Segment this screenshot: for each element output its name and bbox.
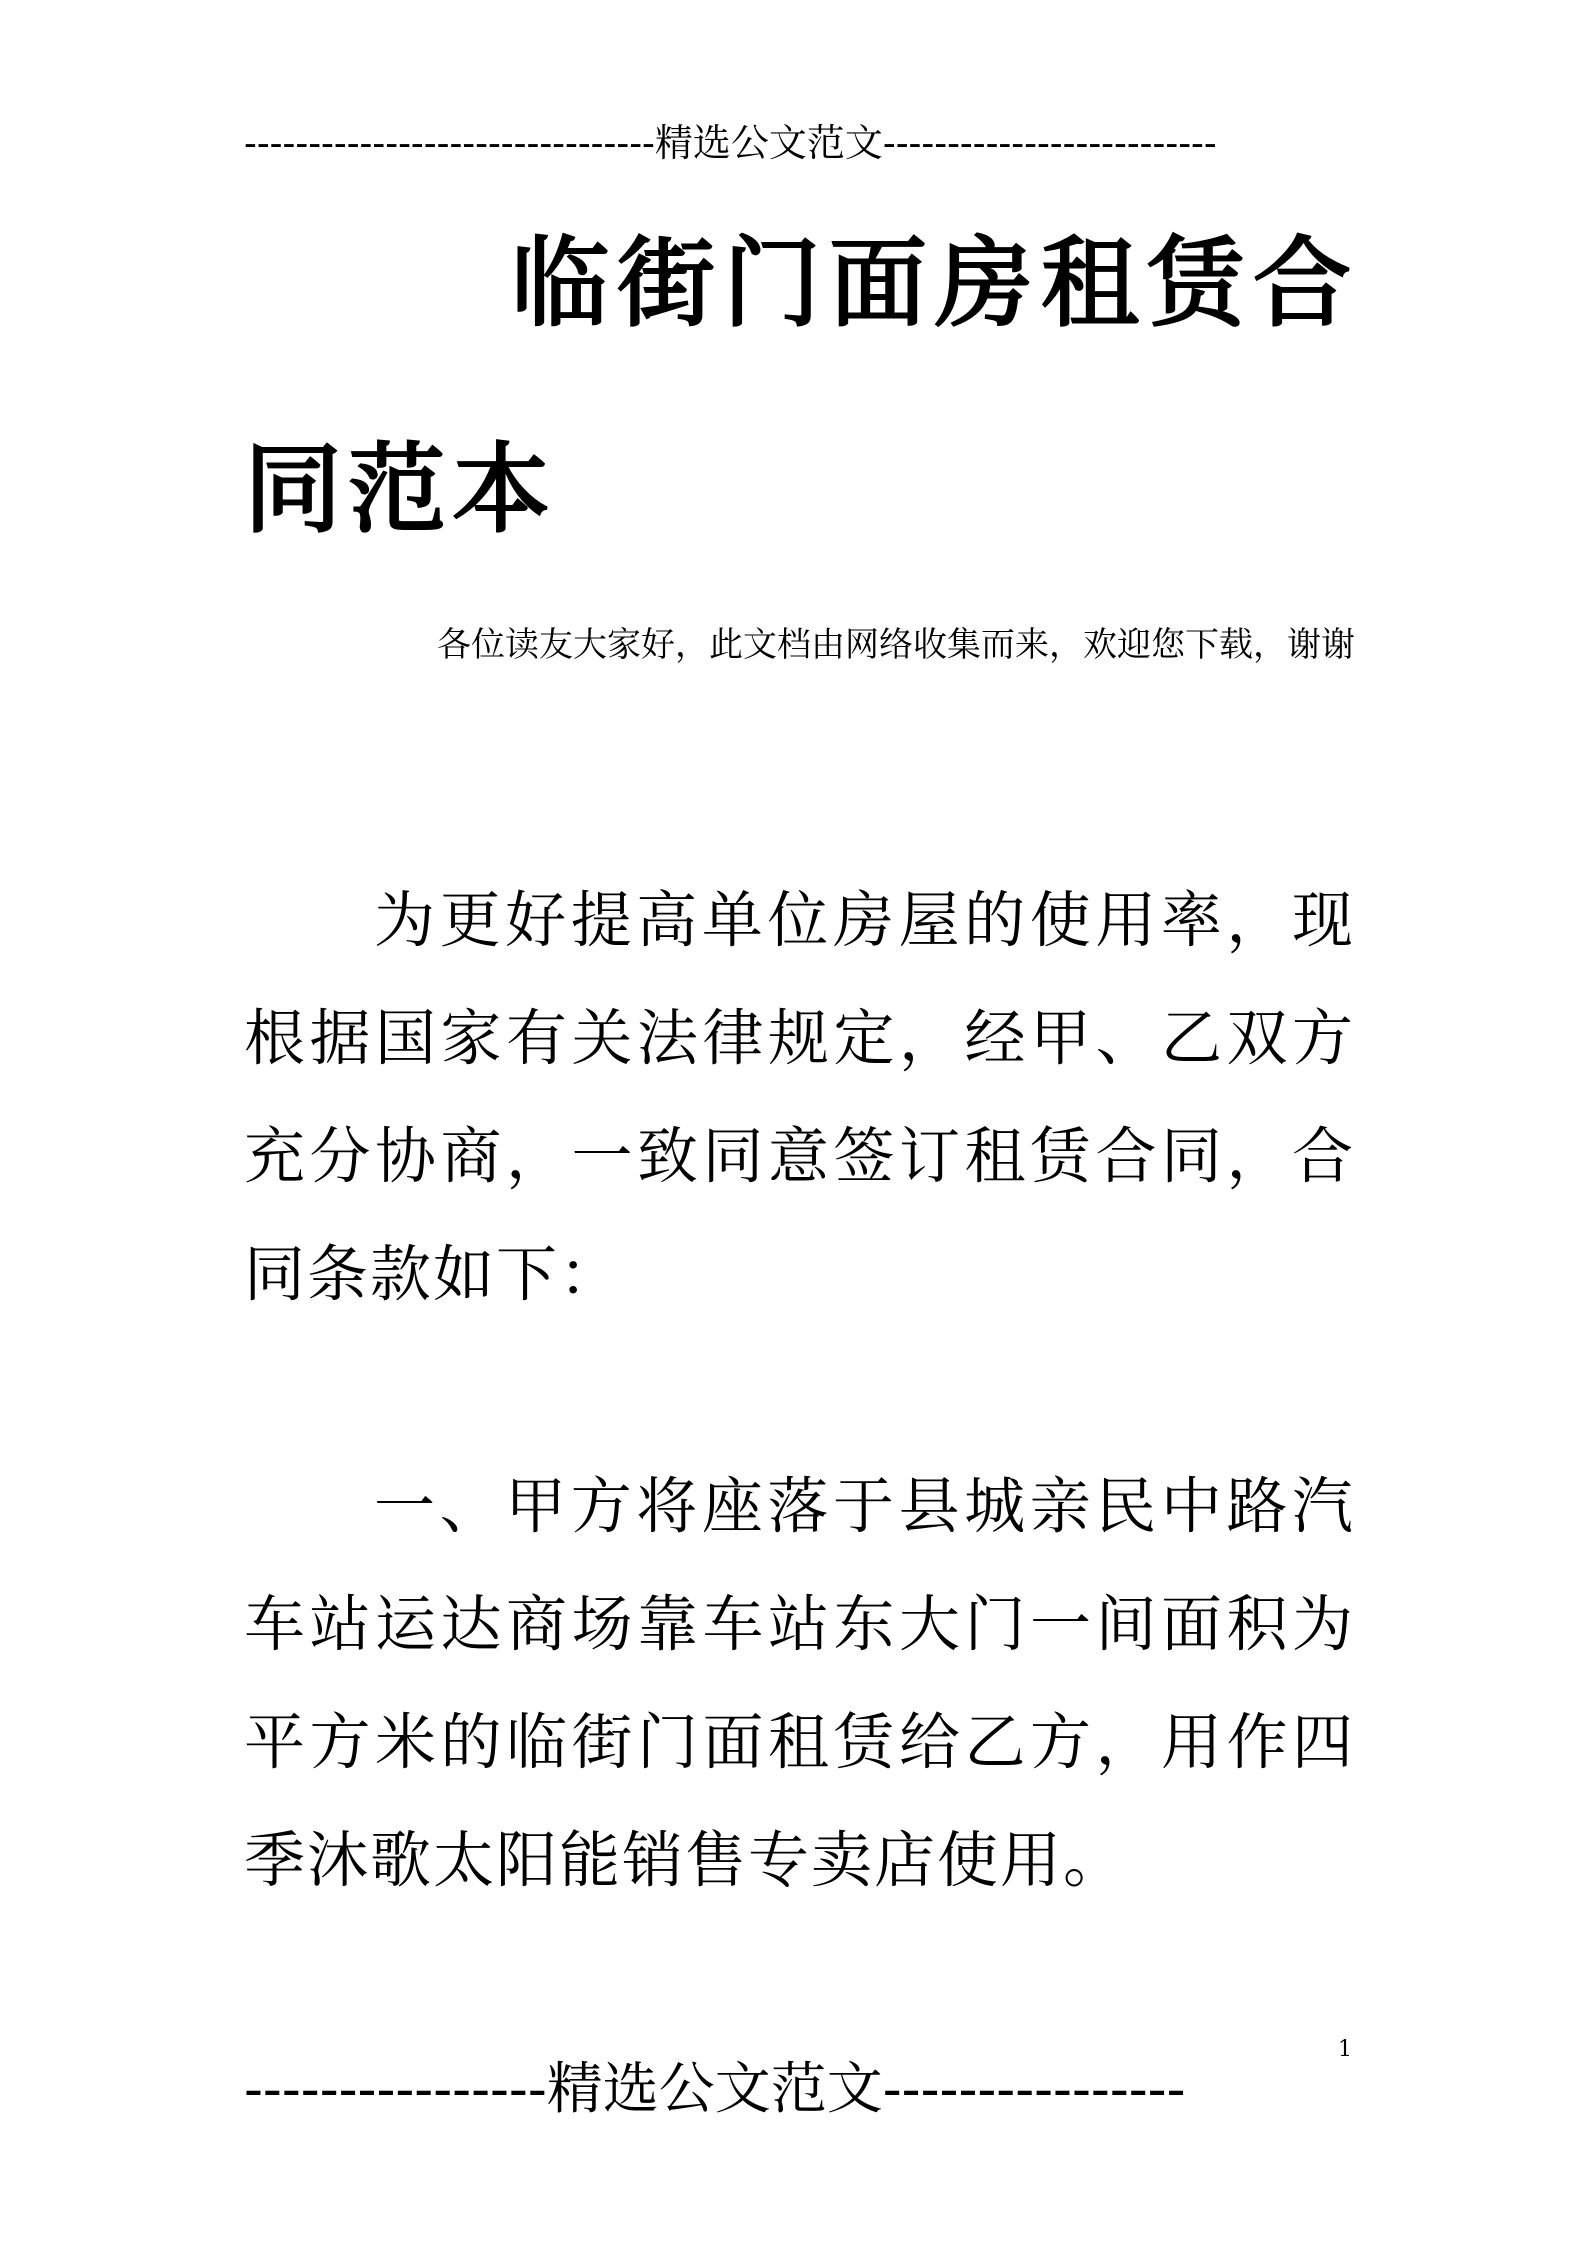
document-title-line-2: 同范本 (244, 433, 557, 547)
body-paragraph-1: 为更好提高单位房屋的使用率，现根据国家有关法律规定，经甲、乙双方充分协商，一致同意签订租赁合同，合同条款如下： (244, 885, 1355, 1310)
document-title-line-1: 临街门面房租赁合 (510, 227, 1359, 341)
document-subtitle: 各位读友大家好，此文档由网络收集而来，欢迎您下载，谢谢 (437, 625, 1355, 665)
page-header: --------------------------------精选公文范文-------------------------- (244, 121, 1217, 165)
page-footer: ----------------精选公文范文---------------- (244, 2057, 1186, 2122)
page-number: 1 (1338, 2037, 1352, 2062)
body-paragraph-2: 一、甲方将座落于县城亲民中路汽车站运达商场靠车站东大门一间面积为平方米的临街门面租赁给乙方，用作四季沐歌太阳能销售专卖店使用。 (244, 1471, 1355, 1896)
